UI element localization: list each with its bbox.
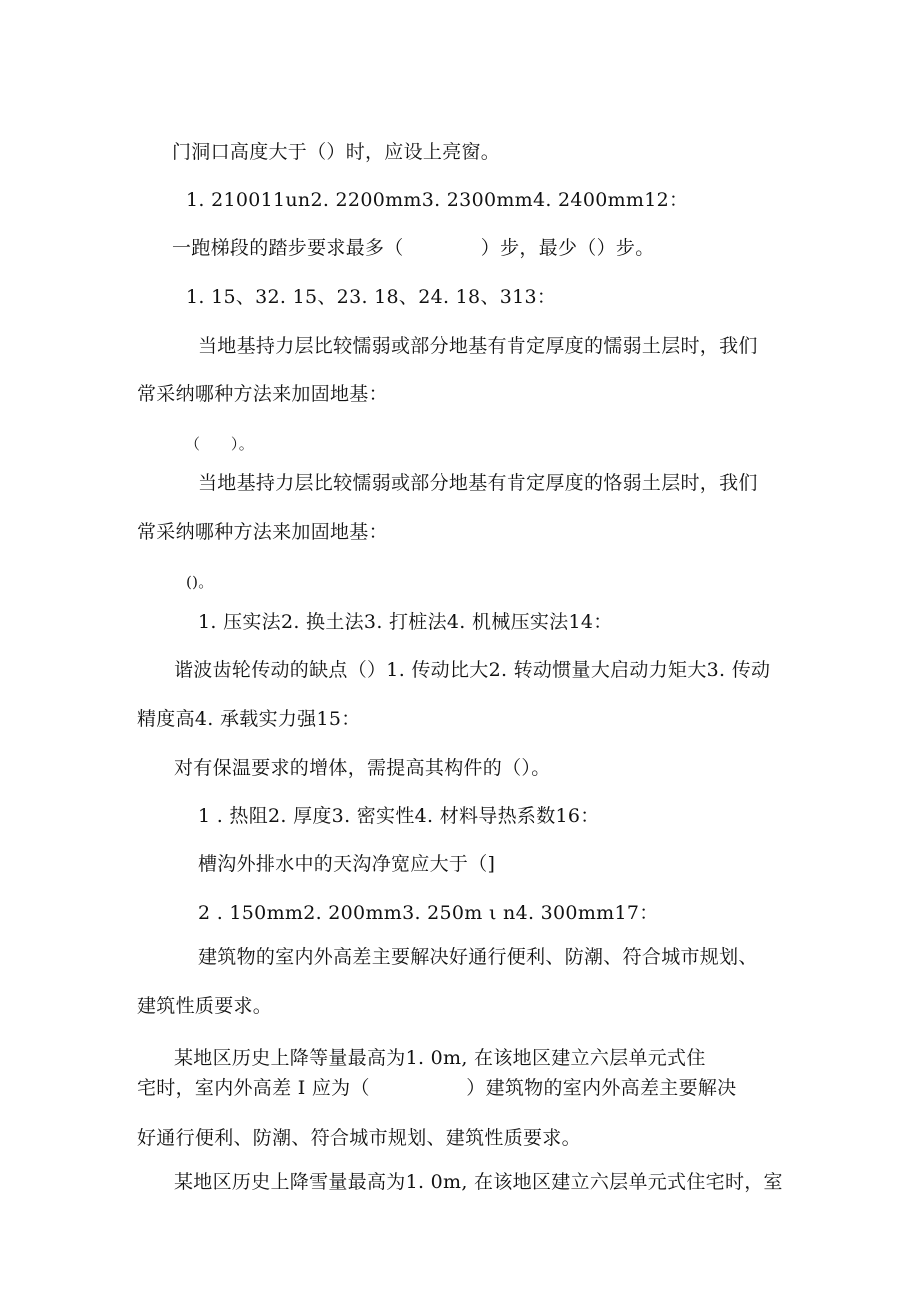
options-gutter-width: 2 . 150mm2. 200mm3. 250m ι n4. 300mm17：: [198, 902, 659, 924]
answer-blank-foundation-1: （ ）。: [185, 435, 255, 453]
paragraph-height-difference: 建筑物的室内外高差主要解决好通行便利、防潮、符合城市规划、: [198, 946, 758, 968]
question-text-harmonic-gear: 谐波齿轮传动的缺点（）1. 传动比大2. 转动惯量大启动力矩大3. 传动: [174, 659, 771, 681]
question-text-insulation-wall: 对有保温要求的增体，需提高其构件的（）。: [174, 757, 551, 779]
question-text-snowfall-1-cont: 宅时，室内外高差 I 应为（ ）建筑物的室内外高差主要解决: [137, 1077, 737, 1099]
question-text-door-height: 门洞口高度大于（）时，应设上亮窗。: [172, 141, 501, 163]
question-text-harmonic-gear-cont: 精度高4. 承载实力强15：: [137, 708, 361, 730]
question-text-foundation-1-cont: 常采纳哪种方法来加固地基：: [137, 383, 388, 405]
question-text-foundation-2: 当地基持力层比较懦弱或部分地基有肯定厚度的恪弱土层时，我们: [198, 472, 758, 494]
paragraph-height-difference-cont: 建筑性质要求。: [137, 995, 273, 1017]
question-text-foundation-2-cont: 常采纳哪种方法来加固地基：: [137, 521, 388, 543]
question-text-gutter-width: 槽沟外排水中的天沟净宽应大于（]: [198, 853, 496, 875]
question-text-foundation-1: 当地基持力层比较懦弱或部分地基有肯定厚度的懦弱土层时，我们: [198, 335, 758, 357]
options-door-height: 1. 210011un2. 2200mm3. 2300mm4. 2400mm12：: [186, 189, 689, 211]
question-text-snowfall-1: 某地区历史上降等量最高为1. 0m, 在该地区建立六层单元式住: [174, 1047, 706, 1069]
paragraph-height-difference-repeat: 好通行便利、防潮、符合城市规划、建筑性质要求。: [137, 1127, 581, 1149]
options-foundation: 1. 压实法2. 换土法3. 打桩法4. 机械压实法14：: [198, 611, 613, 633]
options-stair-steps: 1. 15、32. 15、23. 18、24. 18、313：: [186, 286, 557, 308]
options-insulation-wall: 1 . 热阻2. 厚度3. 密实性4. 材料导热系数16：: [198, 805, 600, 827]
question-text-snowfall-2: 某地区历史上降雪量最高为1. 0m, 在该地区建立六层单元式住宅时，室: [174, 1171, 783, 1193]
question-text-stair-steps: 一跑梯段的踏步要求最多（ ）步，最少（）步。: [172, 237, 655, 259]
answer-blank-foundation-2: ()。: [186, 573, 214, 591]
